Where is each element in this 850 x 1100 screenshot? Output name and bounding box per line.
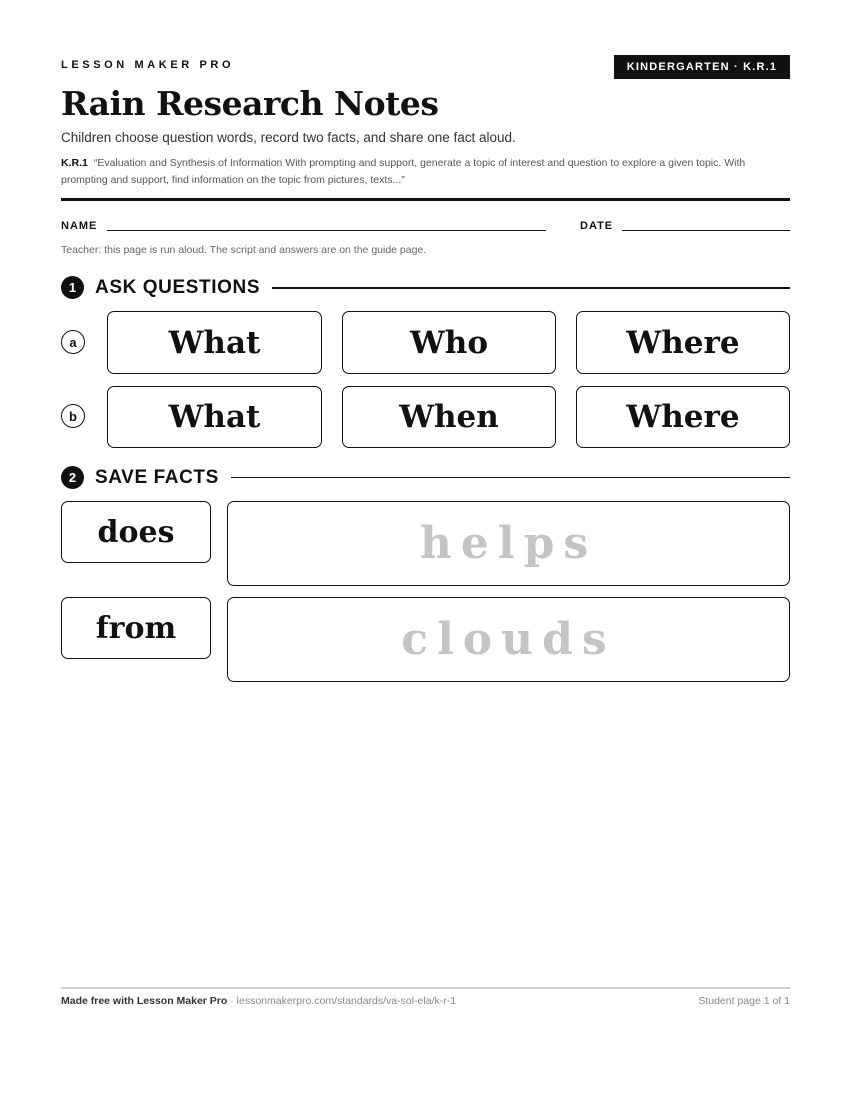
- footer-credit: [61, 995, 456, 1007]
- section-number-badge: 2: [61, 466, 84, 489]
- section-title: ASK QUESTIONS: [95, 276, 261, 298]
- date-field[interactable]: [622, 230, 790, 231]
- worksheet-page: [61, 0, 790, 1100]
- date-label: DATE: [580, 220, 614, 232]
- fact-label-card: does: [61, 501, 211, 563]
- section-number-badge: 1: [61, 276, 84, 299]
- grade-badge: KINDERGARTEN · K.R.1: [614, 55, 790, 79]
- question-word-card[interactable]: When: [342, 386, 556, 448]
- fact-answer-box[interactable]: helps: [227, 501, 790, 586]
- header-divider: [61, 198, 790, 201]
- row-letter-a: a: [61, 330, 85, 354]
- name-label: NAME: [61, 220, 98, 232]
- standard-code: K.R.1: [61, 157, 88, 169]
- section-title: SAVE FACTS: [95, 466, 219, 488]
- fact-label-card: from: [61, 597, 211, 659]
- teacher-note: Teacher: this page is run aloud. The script and answers are on the guide page.: [61, 244, 427, 256]
- footer-made-with: Made free with Lesson Maker Pro: [61, 995, 228, 1007]
- section-ask-questions: [61, 276, 790, 299]
- section-divider: [272, 287, 790, 289]
- question-word-card[interactable]: Where: [576, 311, 790, 374]
- fact-answer-box[interactable]: clouds: [227, 597, 790, 682]
- page-subtitle: Children choose question words, record two facts, and share one fact aloud.: [61, 130, 516, 145]
- name-field[interactable]: [107, 230, 546, 231]
- footer-separator: ·: [227, 995, 237, 1007]
- footer-divider: [61, 987, 790, 989]
- footer-url[interactable]: lessonmakerpro.com/standards/va-sol-ela/k-r-1: [236, 995, 457, 1007]
- row-letter-b: b: [61, 404, 85, 428]
- standard-description: [61, 155, 790, 189]
- section-divider: [231, 477, 790, 478]
- footer-page-number: Student page 1 of 1: [698, 995, 790, 1007]
- question-word-card[interactable]: What: [107, 386, 322, 448]
- question-word-card[interactable]: Who: [342, 311, 556, 374]
- brand-name: LESSON MAKER PRO: [61, 59, 235, 71]
- question-word-card[interactable]: What: [107, 311, 322, 374]
- question-word-card[interactable]: Where: [576, 386, 790, 448]
- standard-text: “Evaluation and Synthesis of Information With prompting and support, generate a topic of interest and question to explore a given topic. With prompting and support, find information on the topic from pictures, texts...”: [61, 157, 746, 186]
- page-title: Rain Research Notes: [61, 84, 439, 123]
- section-save-facts: [61, 466, 790, 489]
